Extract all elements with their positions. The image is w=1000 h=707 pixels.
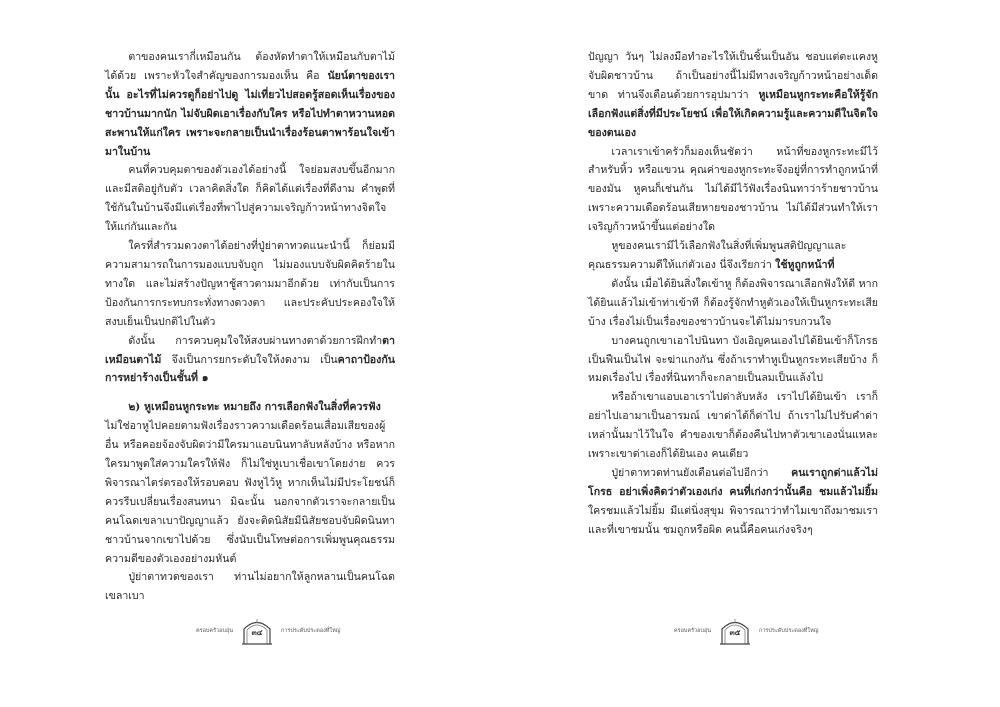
right-page — [500, 0, 1000, 707]
left-footer — [196, 616, 340, 646]
text-run: ใครที่สำรวมดวงตาได้อย่างที่ปู่ย่าตาทวดแนะนำนี้ ก็ย่อมมีความสามารถในการมองแบบจับถูก ไม่มองแบบจับผิดคิดร้ายในทางใด และไม่สร้างปัญหาชู้สาวตามมาอีกด้วย เท่ากับเป็นการป้องกันการกระทบกระทั่งทางดวงตา และประคับประคองใจให้สงบเย็นเป็นปกติไปในตัว — [105, 240, 395, 328]
paragraph — [588, 48, 878, 143]
text-run: หูของคนเรามีไว้เลือกฟังในสิ่งที่เพิ่มพูนสติปัญญาและคุณธรรมความดีให้แก่ตัวเอง นี่จึงเรียกว่า — [588, 240, 847, 271]
page-number: ๓๔ — [251, 627, 263, 637]
paragraph — [588, 388, 878, 464]
text-run: ตาของคนเรากี่เหมือนกัน ต้องหัดทำตาให้เหมือนกับตาไม้ได้ด้วย เพราะหัวใจสำคัญของการมองเห็น คือ — [105, 51, 395, 82]
paragraph — [105, 161, 395, 237]
section-heading — [105, 398, 395, 417]
text-run: จึงเป็นการยกระดับใจให้งดงาม เป็น — [161, 353, 338, 366]
paragraph — [588, 275, 878, 332]
text-run: ปัญญา วันๆ ไม่ลงมือทำอะไรให้เป็นชิ้นเป็นอัน ชอบแต่ตะแคงหูจับผิดชาวบ้าน ถ้าเป็นอย่างนี้ไม่มีทางเจริญก้าวหน้าอย่างเด็ดขาด ท่านจึงเตือนด้วยการอุปมาว่า — [588, 51, 878, 101]
paragraph — [588, 332, 878, 389]
left-text-column — [105, 48, 395, 606]
paragraph — [105, 417, 395, 568]
bold-text: ๒) หูเหมือนหูกระทะ หมายถึง การเลือกฟังในสิ่งที่ควรฟัง — [128, 401, 381, 414]
paragraph — [588, 464, 878, 540]
text-run: ไม่ใช่อาหูไปคอยตามฟังเรื่องราวความเดือดร้อนเสื่อมเสียของผู้อื่น หรือคอยจ้องจับผิดว่ามีใครมาแอบนินทาลับหลังบ้าง หรือหากใครมาพูดใส่ความใครให้ฟัง ก็ไม่ใช่หูเบาเชื่อเขาโดยง่าย ควรพิจารณาไตร่ตรองให้รอบคอบ ฟังหูไว้หู หากเห็นไม่มีประโยชน์ก็ควรรีบเปลี่ยนเรื่องสนทนา มิฉะนั้น นอกจากตัวเราจะกลายเป็นคนโฉดเขลาเบาปัญญาแล้ว ยังจะติดนิสัยมีนิสัยชอบจับผิดนินทาชาวบ้านจากเขาไปด้วย ซึ่งนับเป็นโทษต่อการเพิ่มพูนคุณธรรมความดีของตัวเองอย่างมหันต์ — [105, 420, 395, 565]
bold-text: คนเราถูกด่าแล้วไม่โกรธ อย่าเพิ่งคิดว่าตัวเองเก่ง คนที่เก่งกว่านั้นคือ ชมแล้วไม่ยิ้ม — [588, 466, 878, 498]
bold-text: ตาเหมือนตาไม้ — [105, 334, 395, 366]
footer-book-title: ครอบครัวอบอุ่น — [196, 628, 234, 634]
text-run: ดังนั้น เมื่อได้ยินสิ่งใดเข้าหู ก็ต้องพิจารณาเลือกฟังให้ดี หากได้ยินแล้วไม่เข้าท่าเข้าที ก็ต้องรู้จักทำหูตัวเองให้เป็นหูกระทะเสียบ้าง เรื่องไม่เป็นเรื่องของชาวบ้านจะได้ไม่มารบกวนใจ — [588, 277, 878, 328]
right-text-column — [588, 48, 878, 540]
paragraph — [588, 237, 878, 275]
footer-book-title: ครอบครัวอบอุ่น — [674, 628, 712, 634]
page-number-emblem — [241, 618, 273, 645]
bold-text: ใช้หูถูกหน้าที่ — [775, 258, 835, 271]
footer-section-title: การประดับประดองที่ใหญ่ — [759, 628, 819, 634]
text-run: หรือถ้าเขาแอบเอาเราไปด่าลับหลัง เราไปได้ยินเข้า เราก็อย่าไปเอามาเป็นอารมณ์ เขาด่าได้ก็ด่าไป ถ้าเราไม่ไปรับคำด่าเหล่านั้นมาไว้ในใจ คำของเขาก็ต้องคืนไปหาตัวเขาเองนั่นแหละ เพราะเขาด่าเองก็ได้ยินเอง คนเดียว — [588, 391, 878, 461]
paragraph — [105, 332, 395, 389]
bold-text: หูเหมือนหูกระทะคือให้รู้จักเลือกฟังแต่สิ่งที่มีประโยชน์ เพื่อให้เกิดความรู้และความดีในจิตใจของตนเอง — [588, 88, 878, 139]
text-run: ปู่ย่าตาทวดท่านยังเตือนต่อไปอีกว่า — [611, 466, 792, 479]
right-footer — [674, 616, 818, 646]
paragraph — [105, 568, 395, 606]
paragraph — [588, 143, 878, 238]
text-run: ปู่ย่าตาทวดของเรา ท่านไม่อยากให้ลูกหลานเป็นคนโฉดเขลาเบา — [105, 571, 395, 603]
page-number-emblem — [719, 618, 751, 645]
bold-text: นัยน์ตาของเรานั้น อะไรที่ไม่ควรดูก็อย่าไปดู ไม่เที่ยวไปสอดรู้สอดเห็นเรื่องของชาวบ้านมากนัก ไม่จับผิดเอาเรื่องกับใคร หรือไปทำตาหวานหอดสะพานให้แก่ใคร เพราะจะกลายเป็นนำเรื่องร้อนตาพาร้อนใจเข้ามาในบ้าน — [105, 69, 395, 158]
text-run: คนที่ควบคุมตาของตัวเองได้อย่างนี้ ใจย่อมสงบขึ้นอีกมาก และมีสติอยู่กับตัว เวลาคิดสิ่งใด ก็คิดได้แต่เรื่องที่ดีงาม คำพูดที่ใช้กันในบ้านจึงมีแต่เรื่องที่พาไปสู่ความเจริญก้าวหน้าทางจิตใจให้แก่กันและกัน — [105, 164, 395, 234]
text-run: ดังนั้น การควบคุมใจให้สงบผ่านทางตาด้วยการฝึกทำ — [128, 334, 383, 347]
page-number: ๓๕ — [729, 627, 741, 637]
text-run: บางคนถูกเขาเอาไปนินทา บังเอิญคนเองไปได้ยินเข้าก็โกรธเป็นฟืนเป็นไฟ จะฆ่าแกงกัน ซึ่งถ้าเราทำหูเป็นหูกระทะเสียบ้าง ก็หมดเรื่องไป เรื่องที่นินทาก็จะกลายเป็นลมเป็นแล้งไป — [588, 334, 878, 385]
paragraph — [105, 48, 395, 161]
footer-section-title: การประดับประดองที่ใหญ่ — [281, 628, 341, 634]
bold-text: คาถาป้องกันการหย่าร้างเป็นชั้นที่ ๑ — [105, 353, 395, 385]
text-run: ใครชมแล้วไม่ยิ้ม มีแต่นิ่งสุขุม พิจารณาว่าทำไมเขาถึงมาชมเราและที่เขาชมนั้น ชมถูกหรือผิด คนนี้คือคนเก่งจริงๆ — [588, 504, 878, 536]
paragraph — [105, 237, 395, 332]
text-run: เวลาเราเข้าครัวก็มองเห็นชัดว่า หน้าที่ของหูกระทะมีไว้สำหรับหิ้ว หรือแขวน คุณค่าของหูกระทะจึงอยู่ที่การทำถูกหน้าที่ของมัน หูคนก็เช่นกัน ไม่ได้มีไว้ฟังเรื่องนินทาว่าร้ายชาวบ้าน เพราะความเดือดร้อนเสียหายของชาวบ้าน ไม่ได้มีส่วนทำให้เราเจริญก้าวหน้าขึ้นแต่อย่างใด — [588, 145, 878, 234]
